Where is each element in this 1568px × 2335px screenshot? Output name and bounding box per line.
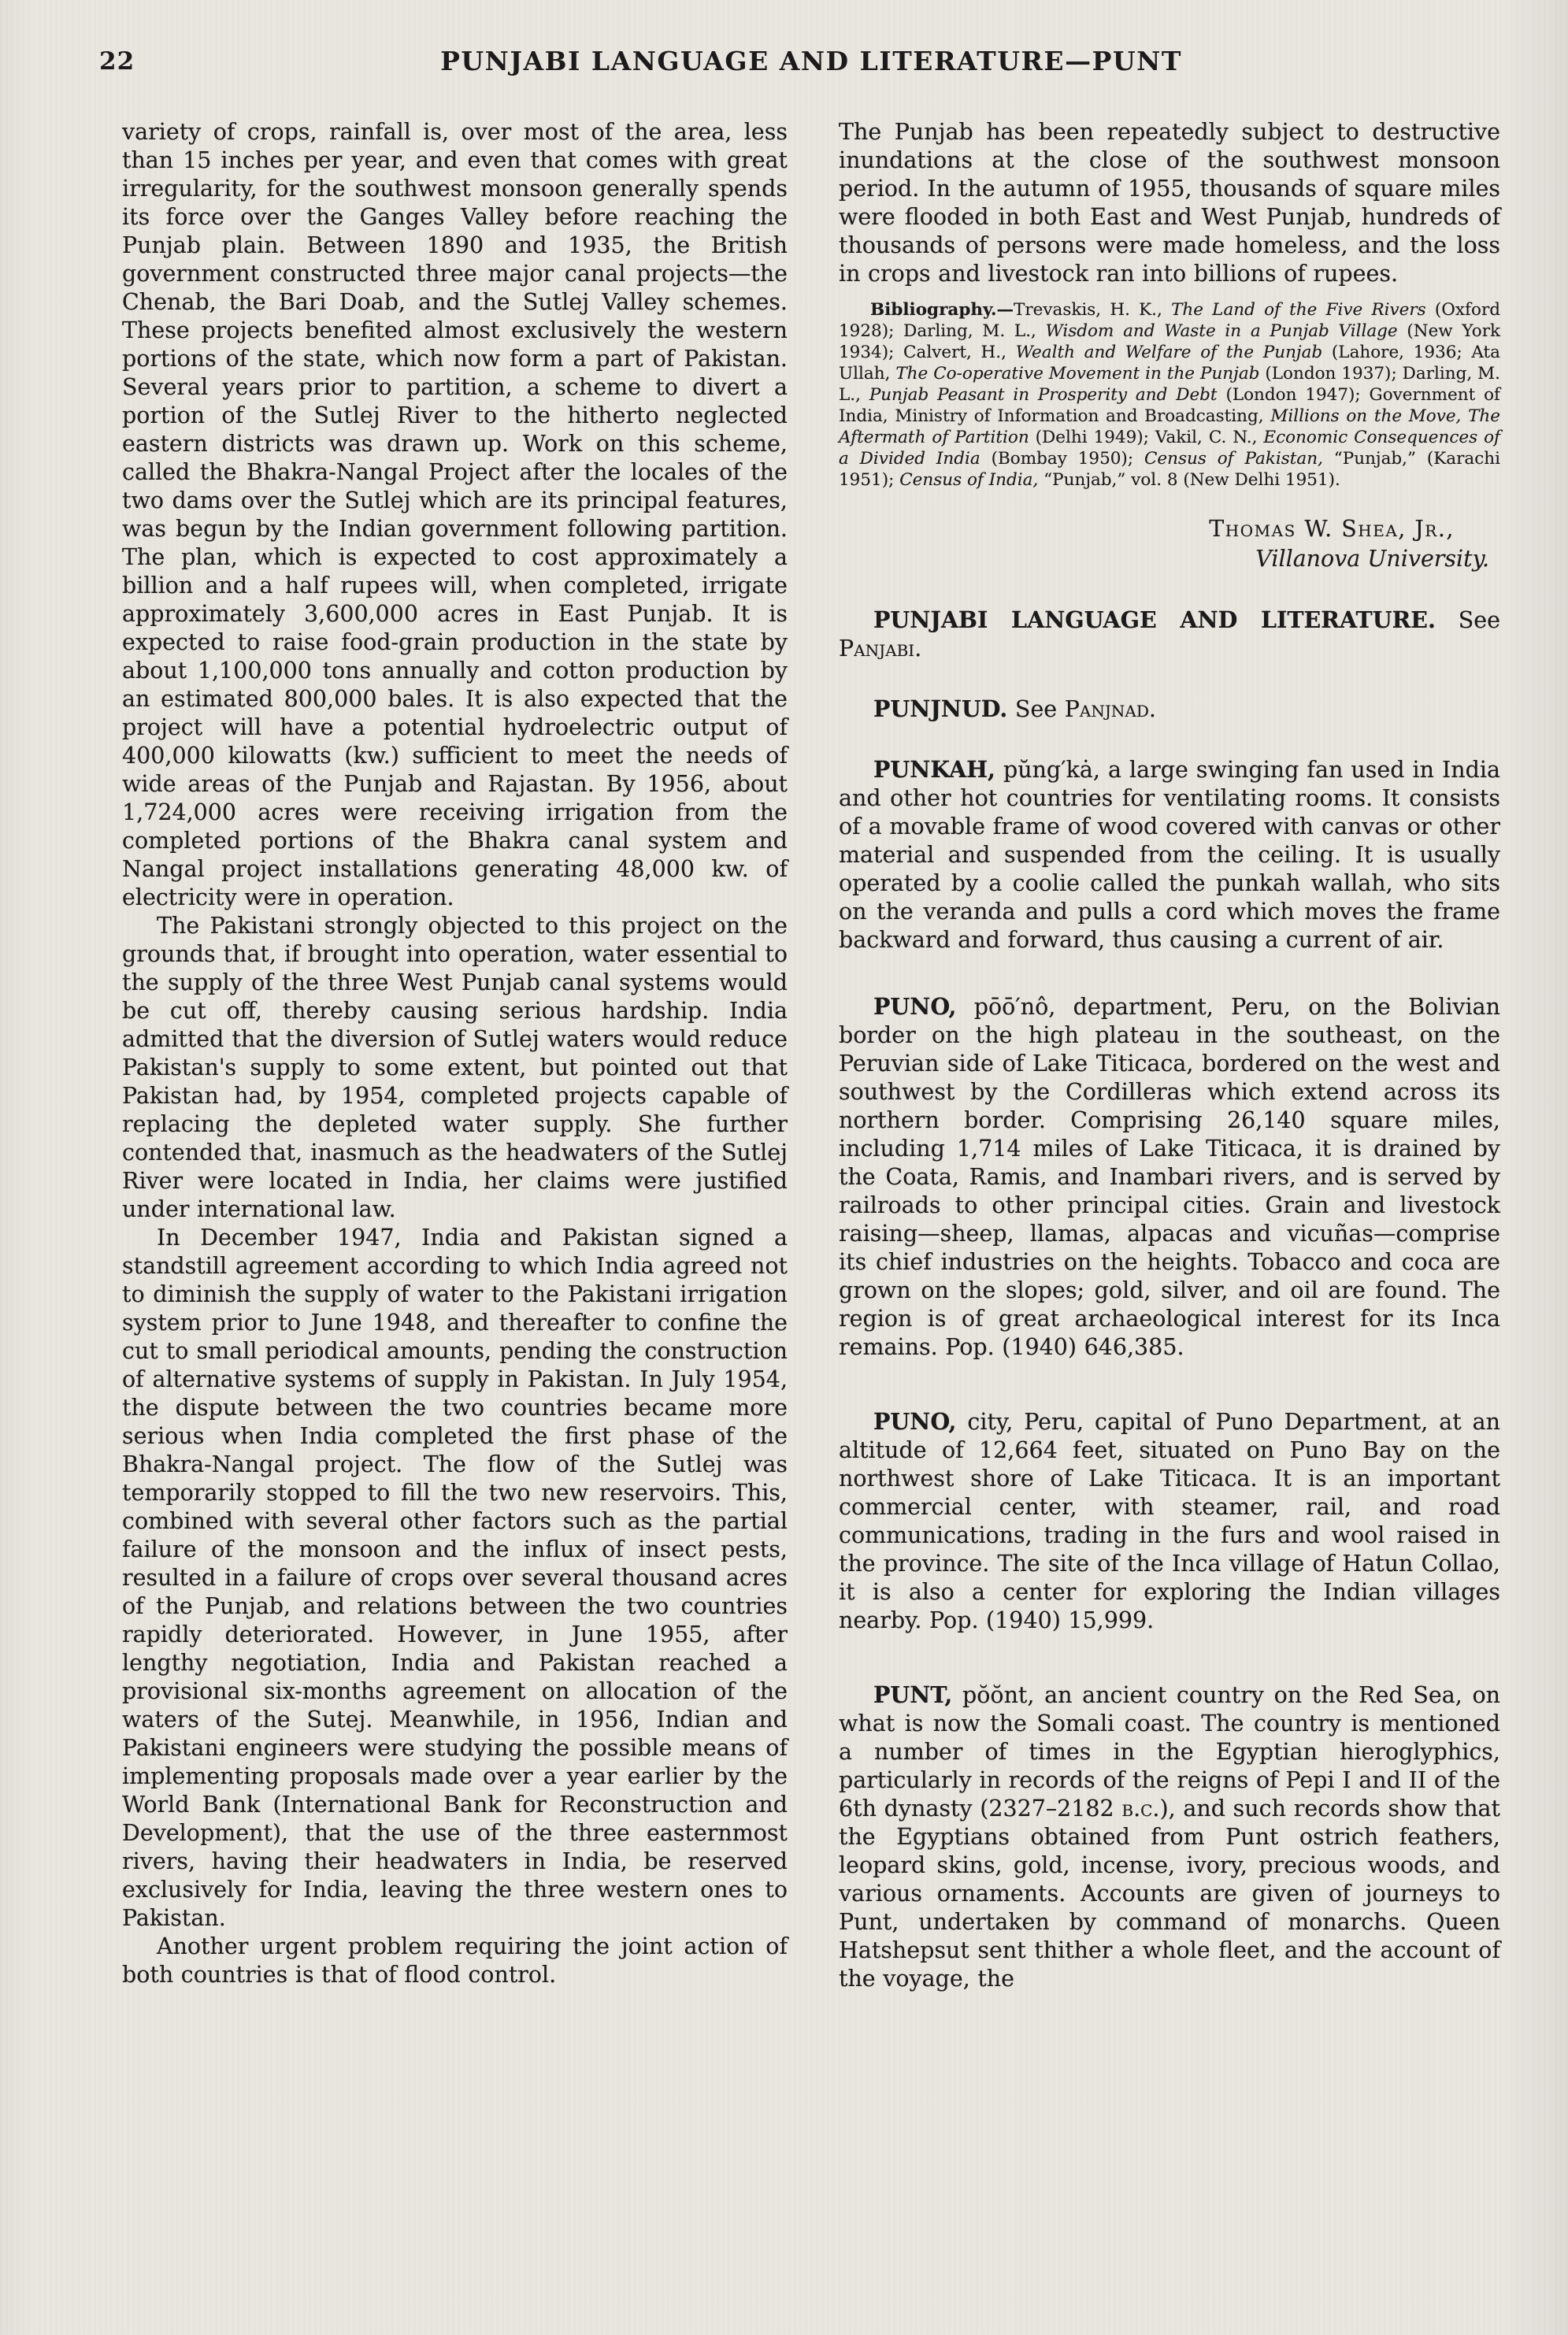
left-column	[122, 118, 788, 1993]
entry-punjnud: PUNJNUD. See Panjnad.	[873, 695, 1156, 722]
entry-punkah: PUNKAH, pŭng′kȧ, a large swinging fan used in India and other hot countries for ventilating rooms. It consists of a movable frame of wood covered with canvas or other material and suspended from the ceiling. It is usually operated by a coolie called the punkah wallah, who sits on the veranda and pulls a cord which moves the frame backward and forward, thus causing a current of air.	[839, 756, 1500, 953]
page-number: 22	[99, 47, 135, 76]
signature-affiliation: Villanova University.	[1255, 546, 1489, 572]
signature-block	[839, 514, 1500, 574]
entry-punt: PUNT, pŏŏnt, an ancient country on the Red Sea, on what is now the Somali coast. The country is mentioned a number of times in the Egyptian hieroglyphics, particularly in records of the reigns of Pepi I and II of the 6th dynasty (2327–2182 b.c.), and such records show that the Egyptians obtained from Punt ostrich feathers, leopard skins, gold, incense, ivory, precious woods, and various ornaments. Accounts are given of journeys to Punt, undertaken by command of monarchs. Queen Hatshepsut sent thither a whole fleet, and the account of the voyage, the	[839, 1681, 1500, 1992]
entry-puno-department: PUNO, pōō′nô, department, Peru, on the Bolivian border on the high plateau in the southeast, on the Peruvian side of Lake Titicaca, bordered on the west and southwest by the Cordilleras which extend across its northern border. Comprising 26,140 square miles, including 1,714 miles of Lake Titicaca, it is drained by the Coata, Ramis, and Inambari rivers, and is served by railroads to other principal cities. Grain and livestock raising—sheep, llamas, alpacas and vicuñas—comprise its chief industries on the heights. Tobacco and coca are grown on the slopes; gold, silver, and oil are found. The region is of great archaeological interest for its Inca remains. Pop. (1940) 646,385.	[839, 993, 1500, 1360]
page-columns	[122, 118, 1500, 1993]
bibliography: Bibliography.—Trevaskis, H. K., The Land of the Five Rivers (Oxford 1928); Darling, M. L., Wisdom and Waste in a Punjab Village (New York 1934); Calvert, H., Wealth and Welfare of the Punjab (Lahore, 1936; Ata Ullah, The Co-operative Movement in the Punjab (London 1937); Darling, M. L., Punjab Peasant in Prosperity and Debt (London 1947); Government of India, Ministry of Information and Broadcasting, Millions on the Move, The Aftermath of Partition (Delhi 1949); Vakil, C. N., Economic Consequences of a Divided India (Bombay 1950); Census of Pakistan, “Punjab,” (Karachi 1951); Census of India, “Punjab,” vol. 8 (New Delhi 1951).	[839, 300, 1501, 490]
right-column	[839, 118, 1500, 1993]
entry-puno-city: PUNO, city, Peru, capital of Puno Department, at an altitude of 12,664 feet, situated on Puno Bay on the northwest shore of Lake Titicaca. It is an important commercial center, with steamer, rail, and road communications, trading in the furs and wool raised in the province. The site of the Inca village of Hatun Collao, it is also a center for exploring the Indian villages nearby. Pop. (1940) 15,999.	[839, 1408, 1500, 1633]
paragraph-standstill-agreement: In December 1947, India and Pakistan signed a standstill agreement according to which India agreed not to diminish the supply of water to the Pakistani irrigation system prior to June 1948, and thereafter to confine the cut to small periodical amounts, pending the construction of alternative systems of supply in Pakistan. In July 1954, the dispute between the two countries became more serious when India completed the first phase of the Bhakra-Nangal project. The flow of the Sutlej was temporarily stopped to fill the two new reservoirs. This, combined with several other factors such as the partial failure of the monsoon and the influx of insect pests, resulted in a failure of crops over several thousand acres of the Punjab, and relations between the two countries rapidly deteriorated. However, in June 1955, after lengthy negotiation, India and Pakistan reached a provisional six-months agreement on allocation of the waters of the Sutej. Meanwhile, in 1956, Indian and Pakistani engineers were studying the possible means of implementing proposals made over a year earlier by the World Bank (International Bank for Reconstruction and Development), that the use of the three easternmost rivers, having their headwaters in India, be reserved exclusively for India, leaving the three western ones to Pakistan.	[122, 1225, 788, 1931]
running-title: PUNJABI LANGUAGE AND LITERATURE—PUNT	[440, 46, 1182, 76]
entry-punjabi-language-and-literature: PUNJABI LANGUAGE AND LITERATURE. See Panjabi.	[839, 606, 1500, 662]
paragraph-inundations: The Punjab has been repeatedly subject to destructive inundations at the close of the southwest monsoon period. In the autumn of 1955, thousands of square miles were flooded in both East and West Punjab, hundreds of thousands of persons were made homeless, and the loss in crops and livestock ran into billions of rupees.	[839, 119, 1500, 287]
paragraph-pakistani-objection: The Pakistani strongly objected to this project on the grounds that, if brought into operation, water essential to the supply of the three West Punjab canal systems would be cut off, thereby causing serious hardship. India admitted that the diversion of Sutlej waters would reduce Pakistan's supply to some extent, but pointed out that Pakistan had, by 1954, completed projects capable of replacing the depleted water supply. She further contended that, inasmuch as the headwaters of the Sutlej River were located in India, her claims were justified under international law.	[122, 913, 788, 1222]
signature-author: Thomas W. Shea, Jr.,	[1209, 516, 1455, 542]
paragraph-flood-control: Another urgent problem requiring the joint action of both countries is that of flood control.	[122, 1933, 788, 1988]
paragraph-crops-and-canal-projects: variety of crops, rainfall is, over most of the area, less than 15 inches per year, and even that comes with great irregularity, for the southwest monsoon generally spends its force over the Ganges Valley before reaching the Punjab plain. Between 1890 and 1935, the British government constructed three major canal projects—the Chenab, the Bari Doab, and the Sutlej Valley schemes. These projects benefited almost exclusively the western portions of the state, which now form a part of Pakistan. Several years prior to partition, a scheme to divert a portion of the Sutlej River to the hitherto neglected eastern districts was drawn up. Work on this scheme, called the Bhakra-Nangal Project after the locales of the two dams over the Sutlej which are its principal features, was begun by the Indian government following partition. The plan, which is expected to cost approximately a billion and a half rupees will, when completed, irrigate approximately 3,600,000 acres in East Punjab. It is expected to raise food-grain production in the state by about 1,100,000 tons annually and cotton production by an estimated 800,000 bales. It is also expected that the project will have a potential hydroelectric output of 400,000 kilowatts (kw.) sufficient to meet the needs of wide areas of the Punjab and Rajastan. By 1956, about 1,724,000 acres were receiving irrigation from the completed portions of the Bhakra canal system and Nangal project installations generating 48,000 kw. of electricity were in operation.	[122, 119, 788, 910]
